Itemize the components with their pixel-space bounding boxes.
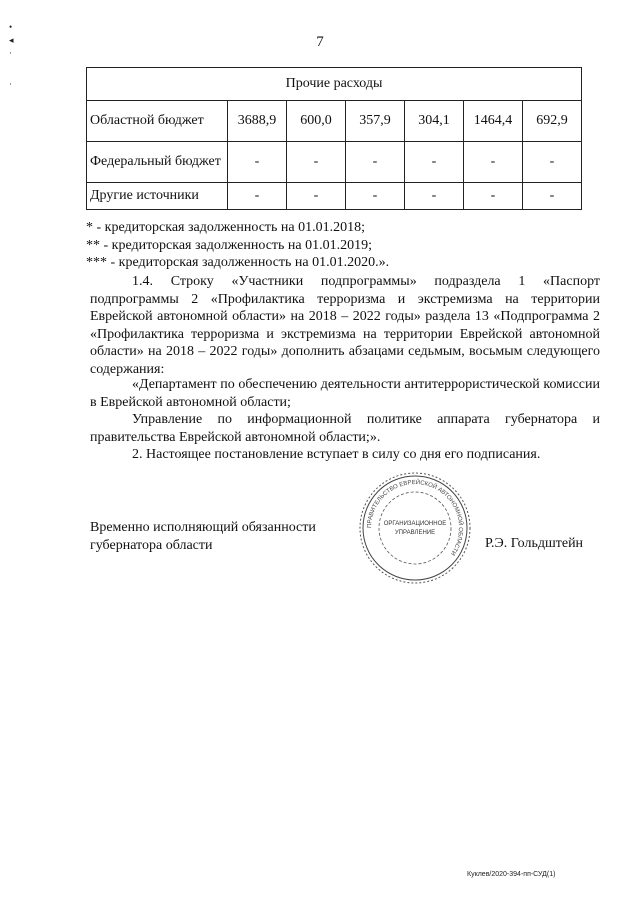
table-cell: -: [404, 142, 463, 183]
margin-mark: ·: [9, 79, 12, 89]
table-cell: 692,9: [522, 101, 581, 142]
paragraph-1-4: [90, 273, 600, 379]
footnote: ** - кредиторская задолженность на 01.01.2019;: [86, 237, 373, 253]
table-cell: 357,9: [345, 101, 404, 142]
paragraph-text: Управление по информационной политике аппарата губернатора и правительства Еврейской автономной области;».: [90, 412, 600, 445]
page-number: 7: [316, 34, 324, 50]
footnote: * - кредиторская задолженность на 01.01.2018;: [86, 220, 366, 235]
table-cell: -: [404, 183, 463, 210]
table-cell: 3688,9: [227, 101, 286, 142]
stamp-center-line: УПРАВЛЕНИЕ: [394, 530, 436, 536]
footnotes: [86, 219, 606, 272]
stamp-center-line: ОРГАНИЗАЦИОННОЕ: [383, 521, 447, 527]
signatory-title-line: Временно исполняющий обязанности: [90, 520, 316, 535]
table-row: [87, 142, 582, 183]
margin-mark: ◂: [9, 35, 14, 45]
paragraph-text: «Департамент по обеспечению деятельности антитеррористической комиссии в Еврейской автономной области;: [90, 377, 600, 410]
table-cell: -: [463, 142, 522, 183]
paragraph-2: [90, 446, 600, 464]
table-cell: -: [286, 142, 345, 183]
stamp-ring-text: ПРАВИТЕЛЬСТВО ЕВРЕЙСКОЙ АВТОНОМНОЙ ОБЛАСТИ: [366, 479, 464, 557]
margin-mark: ·: [9, 48, 12, 58]
budget-table: [86, 67, 582, 210]
paragraph-text: 1.4. Строку «Участники подпрограммы» подраздела 1 «Паспорт подпрограммы 2 «Профилактика терроризма и экстремизма на территории Еврейской автономной области» на 2018 – 2022 годы» раздела 13 «Подпрограмма 2 «Профилактика терроризма и экстремизма на территории Еврейской автономной области» на 2018 – 2022 годы» дополнить абзацами седьмым, восьмым следующего содержания:: [90, 274, 600, 377]
margin-marks: [9, 22, 14, 92]
table-cell: 600,0: [286, 101, 345, 142]
table-cell: 1464,4: [463, 101, 522, 142]
row-label: Другие источники: [87, 183, 228, 210]
footer-code: Куклев/2020-394-пп-СУД(1): [467, 871, 556, 878]
footnote: *** - кредиторская задолженность на 01.01.2020.».: [86, 255, 390, 271]
table-cell: -: [522, 142, 581, 183]
table-cell: -: [345, 183, 404, 210]
row-label: Федеральный бюджет: [87, 142, 228, 183]
table-cell: -: [286, 183, 345, 210]
row-label: Областной бюджет: [87, 101, 228, 142]
table-title: Прочие расходы: [87, 68, 582, 101]
paragraph-department: [90, 376, 600, 411]
table-cell: 304,1: [404, 101, 463, 142]
paragraph-directorate: [90, 411, 600, 446]
official-stamp: [357, 470, 473, 586]
table-row: [87, 183, 582, 210]
table-row: [87, 101, 582, 142]
table-cell: -: [345, 142, 404, 183]
table-cell: -: [463, 183, 522, 210]
margin-mark: •: [9, 22, 13, 32]
paragraph-text: 2. Настоящее постановление вступает в силу со дня его подписания.: [132, 447, 541, 462]
signatory-title: [90, 519, 316, 555]
table-cell: -: [522, 183, 581, 210]
signatory-title-line: губернатора области: [90, 538, 213, 553]
table-cell: -: [227, 142, 286, 183]
table-cell: -: [227, 183, 286, 210]
signatory-name: Р.Э. Гольдштейн: [485, 536, 584, 551]
